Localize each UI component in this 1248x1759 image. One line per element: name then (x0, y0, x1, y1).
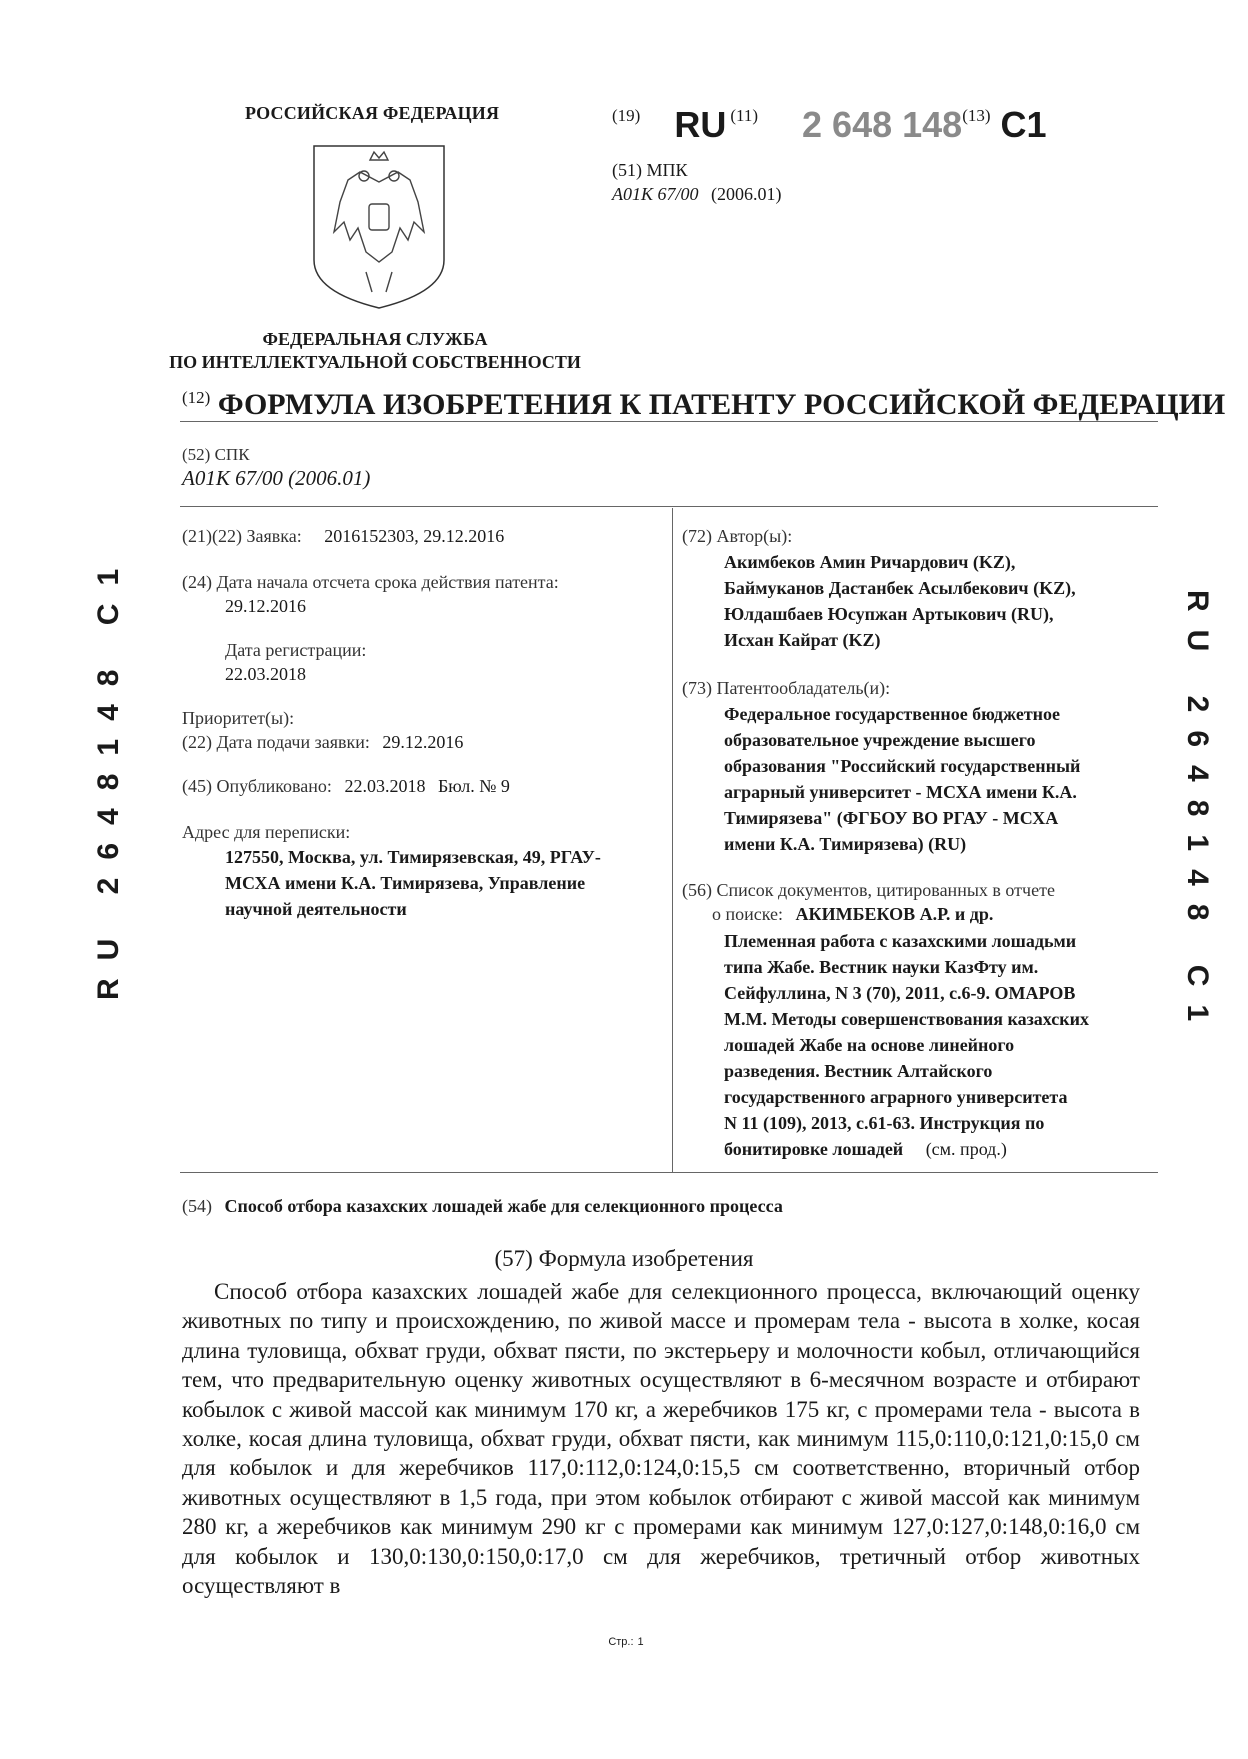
term-start-label: (24) Дата начала отсчета срока действия патента: (182, 572, 559, 592)
published-row (182, 774, 510, 798)
claim-text: Способ отбора казахских лошадей жабе для селекционного процесса, включающий оценку животных по типу и происхождению, по живой массе и промерам тела - высота в холке, косая длина туловища, обхват груди, обхват пясти, по экстерьеру и молочности кобыл, отличающийся тем, что предварительную оценку животных осуществляют в 6-месячном возрасте и отбирают кобылок с живой массой как минимум 170 кг, а жеребчиков 175 кг, с промерами тела - высота в холке, косая длина туловища, обхват груди, обхват пясти, как минимум 115,0:110,0:121,0:15,0 см для кобылок и для жеребчиков 117,0:112,0:124,0:15,5 см соответственно, вторичный отбор животных осуществляют в 1,5 года, при этом кобылок отбирают с живой массой как минимум 280 кг, а жеребчиков как минимум 290 кг с промерами как минимум 127,0:127,0:148,0:16,0 см для кобылок и 130,0:130,0:150,0:17,0 см для жеребчиков, третичный отбор животных осуществляют в (182, 1279, 1140, 1599)
cited-line: N 11 (109), 2013, с.61-63. Инструкция по (724, 1113, 1045, 1133)
country-name: РОССИЙСКАЯ ФЕДЕРАЦИЯ (245, 103, 500, 123)
formula-heading: (57) Формула изобретения (494, 1246, 754, 1271)
service-line-1: ФЕДЕРАЛЬНАЯ СЛУЖБА (262, 329, 488, 349)
federal-service-name (150, 328, 600, 374)
holder-line: аграрный университет - МСХА имени К.А. (724, 782, 1077, 802)
cited-docs-label: (56) Список документов, цитированных в отчете (682, 880, 1055, 900)
column-divider (672, 508, 673, 1172)
ipc-class: A01K 67/00 (612, 184, 699, 204)
publication-number (612, 104, 1047, 146)
registration-value: 22.03.2018 (225, 664, 306, 684)
bib-top-rule (180, 506, 1158, 507)
document-title-text: ФОРМУЛА ИЗОБРЕТЕНИЯ К ПАТЕНТУ РОССИЙСКОЙ ФЕДЕРАЦИИ (217, 388, 1226, 421)
holder-line: Федеральное государственное бюджетное (724, 704, 1061, 724)
holder-line: образовательное учреждение высшего (724, 730, 1036, 750)
country-code: RU (674, 104, 727, 145)
cited-first-line: АКИМБЕКОВ А.Р. и др. (795, 904, 994, 924)
cited-first-row (712, 902, 993, 926)
page-footer (0, 1636, 1248, 1648)
filing-value: 29.12.2016 (382, 732, 464, 752)
cited-line: государственного аграрного университета (724, 1087, 1068, 1107)
cited-line: Племенная работа с казахскими лошадьми (724, 931, 1077, 951)
filing-label: (22) Дата подачи заявки: (182, 732, 370, 752)
continued-note: (см. прод.) (925, 1139, 1007, 1159)
author-name: Акимбеков Амин Ричардович (KZ), (724, 552, 1016, 572)
side-label-left: RU 2648148 C1 (92, 550, 125, 1000)
term-start-value: 29.12.2016 (225, 596, 306, 616)
ipc-label: (51) МПК (612, 160, 688, 180)
published-value: 22.03.2018 (344, 776, 426, 796)
service-line-2: ПО ИНТЕЛЛЕКТУАЛЬНОЙ СОБСТВЕННОСТИ (169, 352, 581, 372)
priority-label: Приоритет(ы): (182, 708, 295, 728)
code-11: (11) (730, 106, 759, 125)
cited-line: разведения. Вестник Алтайского (724, 1061, 993, 1081)
invention-title-row (182, 1196, 783, 1217)
application-row (182, 524, 504, 548)
code-19: (19) (612, 106, 641, 125)
holder-line: имени К.А. Тимирязева) (RU) (724, 834, 967, 854)
bib-bottom-rule (180, 1172, 1158, 1173)
authors-label: (72) Автор(ы): (682, 526, 793, 546)
application-label: (21)(22) Заявка: (182, 526, 302, 546)
registration-label: Дата регистрации: (225, 640, 367, 660)
code-13: (13) (962, 106, 991, 125)
cited-line: М.М. Методы совершенствования казахских (724, 1009, 1090, 1029)
cited-line: типа Жабе. Вестник науки КазФту им. (724, 957, 1039, 977)
patent-number: 2 648 148 (802, 104, 963, 145)
address-line: научной деятельности (225, 899, 407, 919)
code-12: (12) (182, 388, 211, 407)
cpc-value: A01K 67/00 (2006.01) (182, 466, 371, 490)
application-value: 2016152303, 29.12.2016 (324, 526, 505, 546)
code-54: (54) (182, 1196, 212, 1216)
ipc-classification (612, 184, 782, 205)
address-label: Адрес для переписки: (182, 822, 351, 842)
title-rule (180, 421, 1158, 422)
filing-row (182, 730, 463, 754)
page-label: Стр.: (608, 1636, 634, 1648)
author-name: Юлдашбаев Юсупжан Артыкович (RU), (724, 604, 1054, 624)
address-line: 127550, Москва, ул. Тимирязевская, 49, РГАУ- (225, 847, 601, 867)
published-label: (45) Опубликовано: (182, 776, 332, 796)
page-number: 1 (637, 1636, 644, 1648)
cited-line: лошадей Жабе на основе линейного (724, 1035, 1015, 1055)
cpc-label: (52) СПК (182, 445, 250, 464)
kind-code: C1 (1000, 104, 1047, 145)
cited-last-row (724, 1137, 1007, 1161)
author-name: Баймуканов Дастанбек Асылбекович (KZ), (724, 578, 1076, 598)
cited-line: Сейфуллина, N 3 (70), 2011, с.6-9. ОМАРОВ (724, 983, 1076, 1003)
holder-line: образования "Российский государственный (724, 756, 1081, 776)
document-title (182, 388, 1225, 422)
cited-docs-label-cont: о поиске: (712, 904, 784, 924)
side-label-right: RU 2648148 C1 (1181, 590, 1214, 1040)
coat-of-arms-emblem (310, 142, 448, 310)
invention-title: Способ отбора казахских лошадей жабе для селекционного процесса (224, 1196, 783, 1216)
cited-line: бонитировке лошадей (724, 1139, 904, 1159)
author-name: Исхан Кайрат (KZ) (724, 630, 881, 650)
bulletin-number: Бюл. № 9 (437, 776, 510, 796)
ipc-version: (2006.01) (711, 184, 782, 204)
holder-label: (73) Патентообладатель(и): (682, 678, 891, 698)
holder-line: Тимирязева" (ФГБОУ ВО РГАУ - МСХА (724, 808, 1059, 828)
address-line: МСХА имени К.А. Тимирязева, Управление (225, 873, 586, 893)
